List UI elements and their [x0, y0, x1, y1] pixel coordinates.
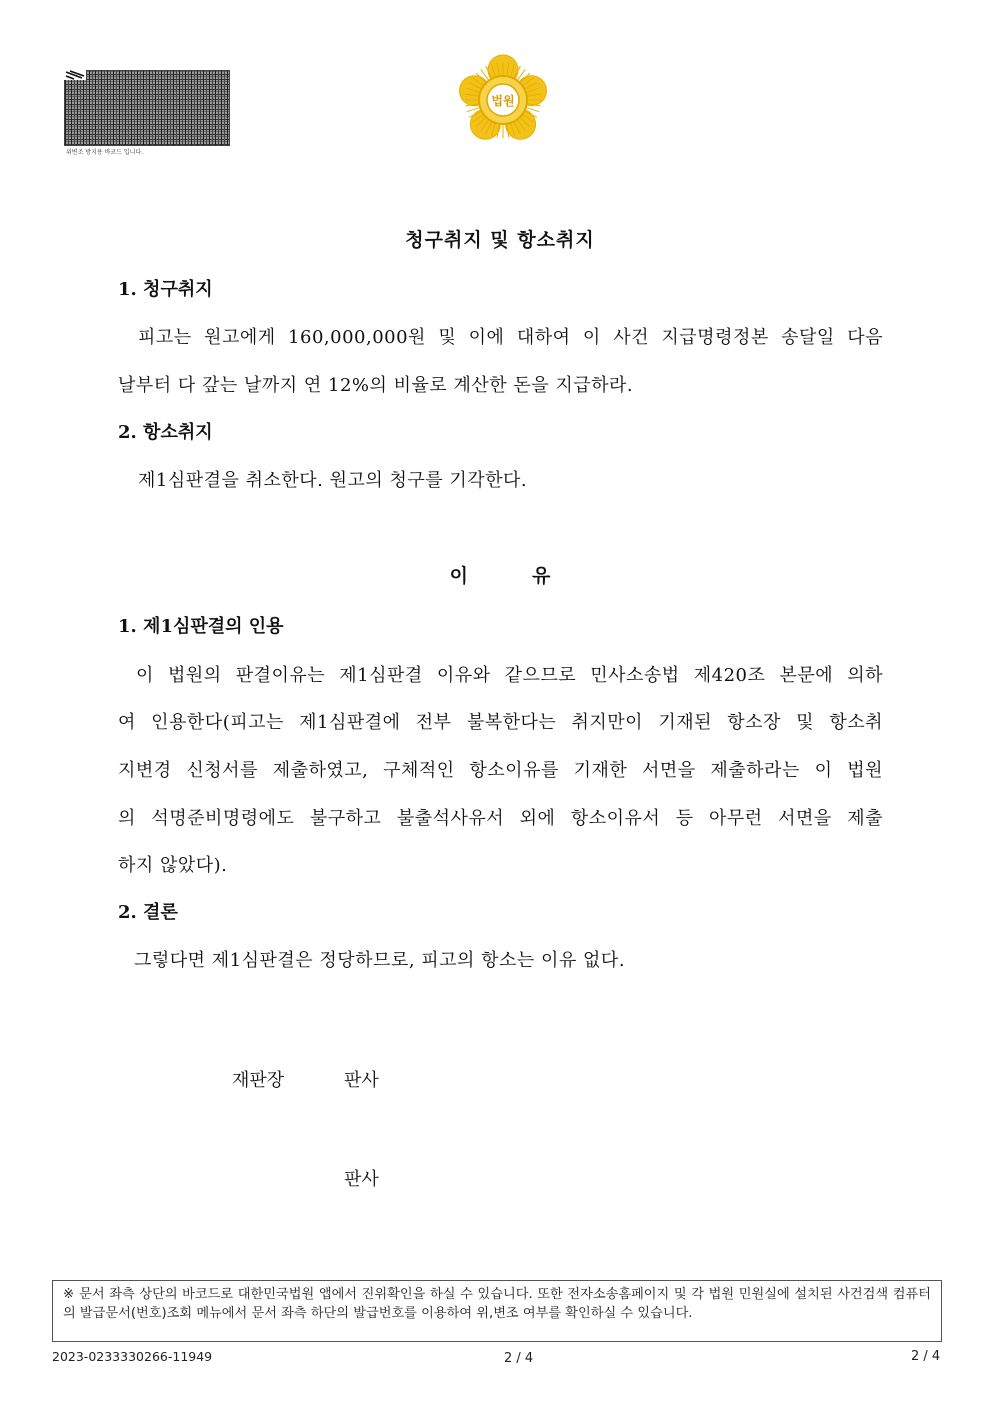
barcode-caption: 위변조 방지용 바코드 입니다. — [66, 149, 144, 156]
court-emblem — [457, 50, 549, 146]
claim-text-line: 피고는 원고에게 160,000,000원 및 이에 대하여 이 사건 지급명령정본 송달일 다음 — [138, 327, 883, 348]
reason-title — [0, 561, 1000, 588]
presiding-judge-label: 재판장 — [232, 1070, 285, 1091]
reason-title-char: 이 — [449, 565, 468, 587]
reason1-heading: 1. 제1심판결의 인용 — [118, 616, 284, 637]
reason1-text-line: 의 석명준비명령에도 불구하고 불출석사유서 외에 항소이유서 등 아무런 서면을 제출 — [118, 808, 883, 829]
claim-heading: 1. 청구취지 — [118, 279, 213, 300]
claim-text-line: 날부터 다 갚는 날까지 연 12%의 비율로 계산한 돈을 지급하라. — [118, 375, 634, 396]
verification-barcode — [64, 70, 230, 146]
barcode-corner-mark — [64, 70, 86, 80]
reason-title-char: 유 — [532, 565, 551, 587]
judge-title: 판사 — [344, 1169, 379, 1190]
reason1-text-line: 여 인용한다(피고는 제1심판결에 전부 불복한다는 취지만이 기재된 항소장 및 항소취 — [118, 712, 883, 733]
conclusion-text-line: 그렇다면 제1심판결은 정당하므로, 피고의 항소는 이유 없다. — [134, 950, 626, 971]
appeal-text-line: 제1심판결을 취소한다. 원고의 청구를 기각한다. — [138, 470, 528, 491]
emblem-text: 법원 — [491, 94, 515, 108]
appeal-heading: 2. 항소취지 — [118, 422, 213, 443]
page-number-right: 2 / 4 — [911, 1349, 941, 1364]
page-title: 청구취지 및 항소취지 — [405, 229, 595, 251]
reason1-text-line: 하지 않았다). — [118, 855, 228, 876]
presiding-judge-title: 판사 — [344, 1070, 379, 1091]
reason1-text-line: 지변경 신청서를 제출하였고, 구체적인 항소이유를 기재한 서면을 제출하라는 이 법원 — [118, 760, 883, 781]
reason1-text-line: 이 법원의 판결이유는 제1심판결 이유와 같으므로 민사소송법 제420조 본문에 의하 — [136, 665, 883, 686]
verification-notice: ※ 문서 좌측 상단의 바코드로 대한민국법원 앱에서 진위확인을 하실 수 있습니다. 또한 전자소송홈페이지 및 각 법원 민원실에 설치된 사건검색 컴퓨터의 발급문서(번호)조회 메뉴에서 문서 좌측 하단의 발급번호를 이용하여 위,변조 여부를 확인하실 수 있습니다. — [52, 1280, 942, 1342]
conclusion-heading: 2. 결론 — [118, 902, 178, 923]
page-number-center: 2 / 4 — [504, 1351, 534, 1366]
issue-number: 2023-0233330266-11949 — [52, 1349, 213, 1364]
